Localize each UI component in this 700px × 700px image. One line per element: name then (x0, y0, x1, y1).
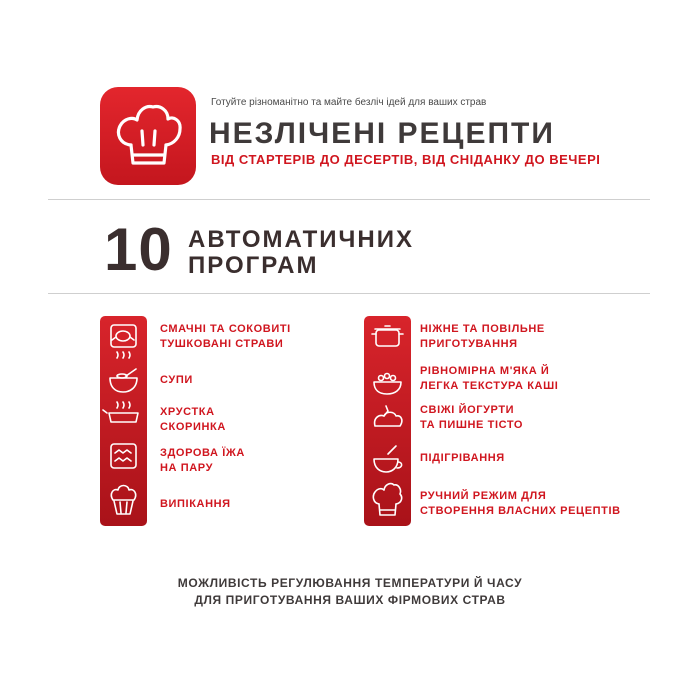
chef-hat-icon (373, 484, 401, 515)
program-label-steam: ЗДОРОВА ЇЖА НА ПАРУ (160, 447, 245, 474)
program-label-soups: СУПИ (160, 374, 193, 386)
muffin-icon (111, 486, 135, 515)
programs-title-line2: ПРОГРАМ (188, 252, 319, 279)
pot-icon (372, 326, 403, 346)
pan-crust-icon (103, 402, 138, 422)
headline: НЕЗЛІЧЕНІ РЕЦЕПТИ (209, 117, 555, 150)
right-icon-strip (364, 316, 411, 526)
program-count: 10 (104, 216, 173, 283)
program-label-baking: ВИПІКАННЯ (160, 498, 231, 510)
program-label-yogurt: СВІЖІ ЙОГУРТИ ТА ПИШНЕ ТІСТО (420, 404, 524, 431)
steamer-icon (111, 444, 136, 468)
programs-title-line1: АВТОМАТИЧНИХ (188, 226, 414, 253)
soup-bowl-icon (110, 369, 137, 392)
divider-bottom (48, 293, 650, 294)
chef-hat-icon (100, 87, 196, 185)
program-label-stewed: СМАЧНІ ТА СОКОВИТІ ТУШКОВАНІ СТРАВИ (160, 323, 291, 350)
reheat-cup-icon (374, 446, 402, 472)
left-icon-strip (100, 316, 147, 526)
header-kicker: Готуйте різноманітно та майте безліч ідей для ваших страв (211, 97, 487, 108)
footer-line1: МОЖЛИВІСТЬ РЕГУЛЮВАННЯ ТЕМПЕРАТУРИ Й ЧАСУ (177, 576, 523, 590)
program-label-reheat: ПІДІГРІВАННЯ (420, 452, 505, 464)
stewed-chicken-icon (111, 325, 136, 358)
yogurt-dough-icon (375, 406, 402, 426)
porridge-bowl-icon (374, 374, 401, 395)
program-label-porridge: РІВНОМІРНА М'ЯКА Й ЛЕГКА ТЕКСТУРА КАШІ (420, 365, 559, 392)
program-label-crust: ХРУСТКА СКОРИНКА (160, 406, 226, 433)
subheadline: ВІД СТАРТЕРІВ ДО ДЕСЕРТІВ, ВІД СНІДАНКУ ДО ВЕЧЕРІ (211, 152, 601, 167)
program-label-manual: РУЧНИЙ РЕЖИМ ДЛЯ СТВОРЕННЯ ВЛАСНИХ РЕЦЕПТІВ (420, 490, 621, 517)
divider-top (48, 199, 650, 200)
chef-hat-logo (100, 87, 196, 185)
program-label-slow: НІЖНЕ ТА ПОВІЛЬНЕ ПРИГОТУВАННЯ (420, 323, 545, 350)
footer-line2: ДЛЯ ПРИГОТУВАННЯ ВАШИХ ФІРМОВИХ СТРАВ (194, 593, 506, 607)
